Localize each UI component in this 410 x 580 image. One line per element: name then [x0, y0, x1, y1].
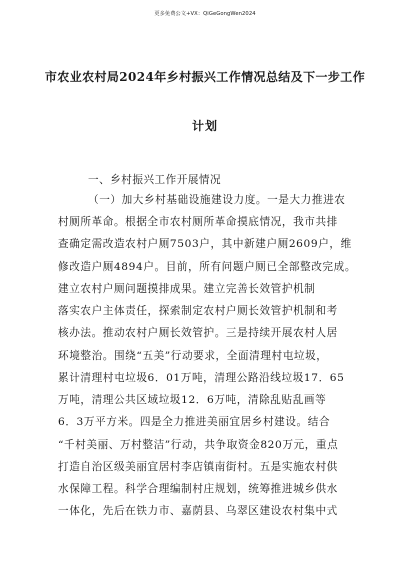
body-line: “千村美丽、万村整洁”行动，共争取资金820万元，重点: [58, 439, 339, 451]
body-line: 核办法。推动农村户厕长效管护。三是持续开展农村人居: [58, 327, 338, 339]
section-heading: 一、乡村振兴工作开展情况: [88, 174, 222, 186]
body-line: 查确定需改造农村户厕7503户，其中新建户厕2609户，维: [58, 238, 352, 250]
body-line: 落实农户主体责任，探索制定农村户厕长效管护机制和考: [58, 305, 338, 317]
body-line: （一）加大乡村基础设施建设力度。一是大力推进农: [88, 194, 346, 206]
document-title-line-1: 市农业农村局2024年乡村振兴工作情况总结及下一步工作: [44, 70, 366, 84]
body-line: 6．3万平方米。四是全力推进美丽宜居乡村建设。结合: [58, 416, 331, 428]
document-title-line-2: 计划: [191, 119, 218, 133]
header-note: 更多免费公文+VX：QiGeGongWen2024: [154, 11, 256, 17]
body-line: 环境整治。围绕“五美”行动要求，全面清理村屯垃圾，: [58, 350, 328, 362]
body-line: 水保障工程。科学合理编制村庄规划，统筹推进城乡供水: [58, 483, 338, 495]
body-line: 万吨，清理公共区域垃圾12．6万吨，清除乱贴乱画等: [58, 394, 327, 406]
body-line: 村厕所革命。根据全市农村厕所革命摸底情况，我市共排: [58, 216, 338, 228]
body-line: 累计清理村屯垃圾6．01万吨，清理公路沿线垃圾17．65: [58, 372, 345, 384]
body-line: 打造自治区级美丽宜居村李店镇南街村。五是实施农村供: [58, 461, 338, 473]
body-line: 建立农村户厕问题摸排成果。建立完善长效管护机制: [58, 283, 316, 295]
body-line: 修改造户厕4894户。目前，所有问题户厕已全部整改完成。: [58, 261, 357, 273]
body-line: 一体化，先后在铁力市、嘉荫县、乌翠区建设农村集中式: [58, 505, 338, 517]
